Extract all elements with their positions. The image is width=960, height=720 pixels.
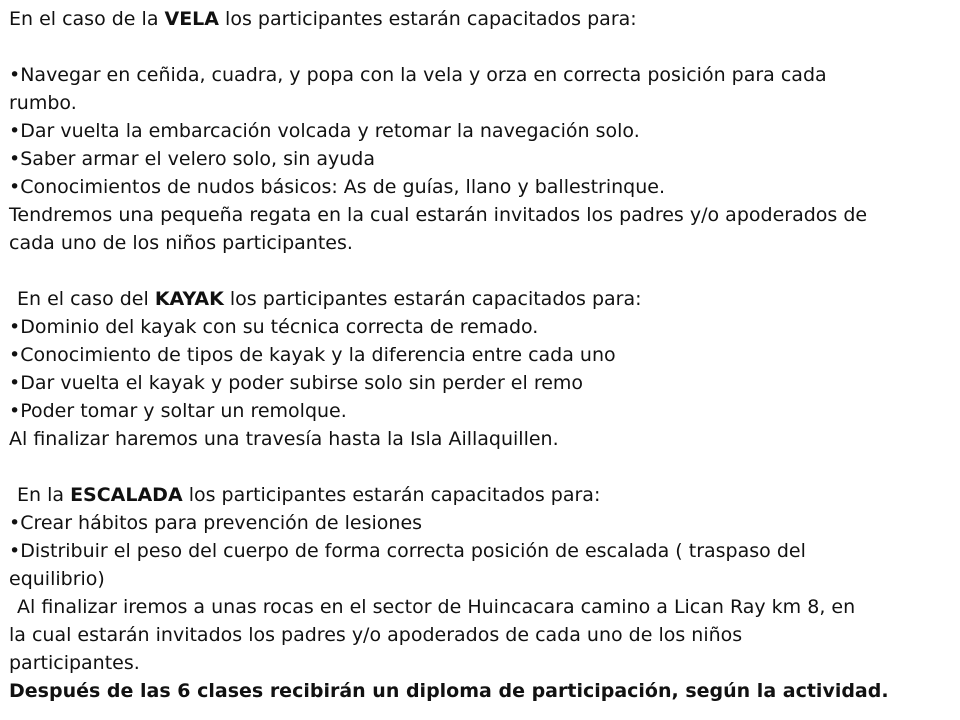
escalada-keyword: ESCALADA bbox=[70, 484, 183, 506]
kayak-bullet-3: •Dar vuelta el kayak y poder subirse solo sin perder el remo bbox=[9, 372, 584, 394]
spacer bbox=[9, 453, 949, 481]
vela-keyword: VELA bbox=[164, 8, 219, 30]
vela-intro-post: los participantes estarán capacitados para: bbox=[219, 8, 637, 30]
kayak-intro-pre: En el caso del bbox=[17, 288, 155, 310]
vela-intro-pre: En el caso de la bbox=[9, 8, 165, 30]
document-body bbox=[9, 5, 949, 705]
escalada-closing-2: la cual estarán invitados los padres y/o apoderados de cada uno de los niños bbox=[9, 624, 743, 646]
kayak-intro-post: los participantes estarán capacitados para: bbox=[223, 288, 642, 310]
vela-intro bbox=[9, 5, 949, 33]
vela-closing-2: cada uno de los niños participantes. bbox=[9, 232, 353, 254]
escalada-bullet-2: •Distribuir el peso del cuerpo de forma correcta posición de escalada ( traspaso del bbox=[9, 540, 806, 562]
escalada-intro-pre: En la bbox=[17, 484, 71, 506]
escalada-closing-1: Al finalizar iremos a unas rocas en el sector de Huincacara camino a Lican Ray km 8, en bbox=[17, 596, 856, 618]
escalada-intro bbox=[9, 481, 949, 509]
escalada-intro-post: los participantes estarán capacitados para: bbox=[182, 484, 601, 506]
kayak-bullet-4: •Poder tomar y soltar un remolque. bbox=[9, 400, 347, 422]
escalada-closing-3: participantes. bbox=[9, 652, 140, 674]
vela-bullet-3: •Saber armar el velero solo, sin ayuda bbox=[9, 148, 376, 170]
kayak-bullet-1: •Dominio del kayak con su técnica correcta de remado. bbox=[9, 316, 539, 338]
kayak-bullet-2: •Conocimiento de tipos de kayak y la diferencia entre cada uno bbox=[9, 344, 616, 366]
vela-bullet-2: •Dar vuelta la embarcación volcada y retomar la navegación solo. bbox=[9, 120, 640, 142]
vela-bullet-4: •Conocimientos de nudos básicos: As de guías, llano y ballestrinque. bbox=[9, 176, 665, 198]
spacer bbox=[9, 33, 949, 61]
final-note: Después de las 6 clases recibirán un diploma de participación, según la actividad. bbox=[9, 680, 889, 702]
vela-bullet-1-cont: rumbo. bbox=[9, 92, 77, 114]
vela-bullet-1: •Navegar en ceñida, cuadra, y popa con la vela y orza en correcta posición para cada bbox=[9, 64, 827, 86]
kayak-keyword: KAYAK bbox=[154, 288, 224, 310]
kayak-intro bbox=[9, 285, 949, 313]
escalada-bullet-1: •Crear hábitos para prevención de lesiones bbox=[9, 512, 423, 534]
spacer bbox=[9, 257, 949, 285]
vela-closing-1: Tendremos una pequeña regata en la cual estarán invitados los padres y/o apoderados de bbox=[9, 204, 868, 226]
kayak-closing: Al finalizar haremos una travesía hasta la Isla Aillaquillen. bbox=[9, 428, 559, 450]
escalada-bullet-2-cont: equilibrio) bbox=[9, 568, 105, 590]
